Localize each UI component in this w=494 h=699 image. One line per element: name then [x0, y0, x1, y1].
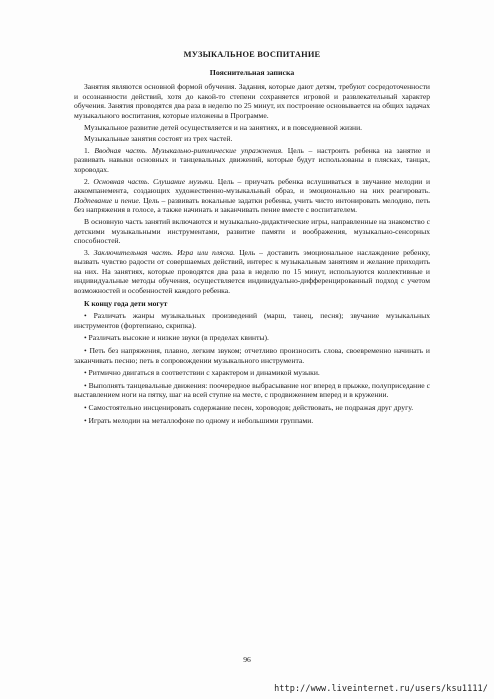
part-3-text: Цель – доставить эмоциональное наслаждение ребенку, вызвать чувство радости от совершаемых действий, интерес к музыкальным занятиям и желание приходить на них. На занятиях, которые проводятся два раза в неделю по 15 минут, используются коллективные и индивидуальные методы обучения, осуществляется индивидуально-дифференцированный подход с учетом возможностей и особенностей каждого ребенка.: [74, 247, 430, 296]
section-heading: К концу года дети могут: [84, 298, 168, 308]
watermark-url: http://www.liveinternet.ru/users/ksu1111/: [274, 684, 488, 694]
page-title: МУЗЫКАЛЬНОЕ ВОСПИТАНИЕ: [183, 50, 321, 59]
part-1-heading: Вводная часть. Музыкально-ритмические упражнения.: [94, 145, 284, 155]
list-item: • Петь без напряжения, плавно, легким звуком; отчетливо произносить слова, своевременно начинать и заканчивать песню; петь в сопровождении музыкального инструмента.: [74, 346, 430, 365]
paragraph-part-3: [74, 248, 430, 296]
part-2-number: 2.: [84, 176, 94, 186]
page-subtitle: Пояснительная записка: [209, 67, 295, 77]
part-2-subheading: Подпевание и пение.: [74, 195, 141, 205]
paragraph-intro: Занятия являются основной формой обучения. Задания, которые дают детям, требуют сосредоточенности и осознанности действий, хотя до какой-то степени сохраняется игровой и развлекательный характер обучения. Занятия проводятся два раза в неделю по 25 минут, их построение основывается на общих задачах музыкального воспитания, которые изложены в Программе.: [74, 82, 430, 120]
paragraph-parts: Музыкальные занятия состоят из трех частей.: [84, 134, 233, 144]
paragraph-part-1: [74, 146, 430, 175]
list-item: • Различать жанры музыкальных произведений (марш, танец, песня); звучание музыкальных инструментов (фортепиано, скрипка).: [74, 311, 430, 330]
list-item: • Ритмично двигаться в соответствии с характером и динамикой музыки.: [84, 368, 320, 378]
list-item: • Играть мелодии на металлофоне по одному и небольшими группами.: [84, 415, 314, 425]
list-item: • Выполнять танцевальные движения: поочередное выбрасывание ног вперед в прыжке, полуприседание с выставлением ноги на пятку, шаг на всей ступне на месте, с продвижением вперед и в кружении.: [74, 380, 430, 400]
part-2-heading: Основная часть. Слушание музыки.: [93, 176, 215, 186]
page-number: 96: [243, 655, 251, 664]
paragraph-development: Музыкальное развитие детей осуществляется и на занятиях, и в повседневной жизни.: [84, 122, 363, 132]
list-item: • Самостоятельно инсценировать содержание песен, хороводов; действовать, не подражая друг другу.: [84, 403, 414, 412]
part-3-number: 3.: [84, 247, 94, 257]
page-content: [74, 50, 430, 425]
paragraph-part-2: [74, 177, 430, 215]
part-2-text-end: Цель – развивать вокальные задатки ребенка, учить чисто интонировать мелодию, петь без напряжения в голосе, а также начинать и заканчивать пение вместе с воспитателем.: [74, 195, 430, 215]
part-1-text: Цель – настроить ребенка на занятие и развивать навыки основных и танцевальных движений, которые будут использованы в плясках, танцах, хороводах.: [74, 145, 431, 174]
part-3-heading: Заключительная часть. Игра или пляска.: [93, 247, 236, 257]
part-2-text: Цель – приучать ребенка вслушиваться в звучание мелодии и аккомпанемента, создающих художественно-музыкальный образ, и эмоционально на них реагировать.: [74, 176, 431, 196]
list-item: • Различать высокие и низкие звуки (в пределах квинты).: [84, 333, 269, 343]
paragraph-games: В основную часть занятий включаются и музыкально-дидактические игры, направленные на знакомство с детскими музыкальными инструментами, развитие памяти и воображения, музыкально-сенсорных способностей.: [74, 216, 430, 246]
part-1-number: 1.: [84, 145, 95, 155]
